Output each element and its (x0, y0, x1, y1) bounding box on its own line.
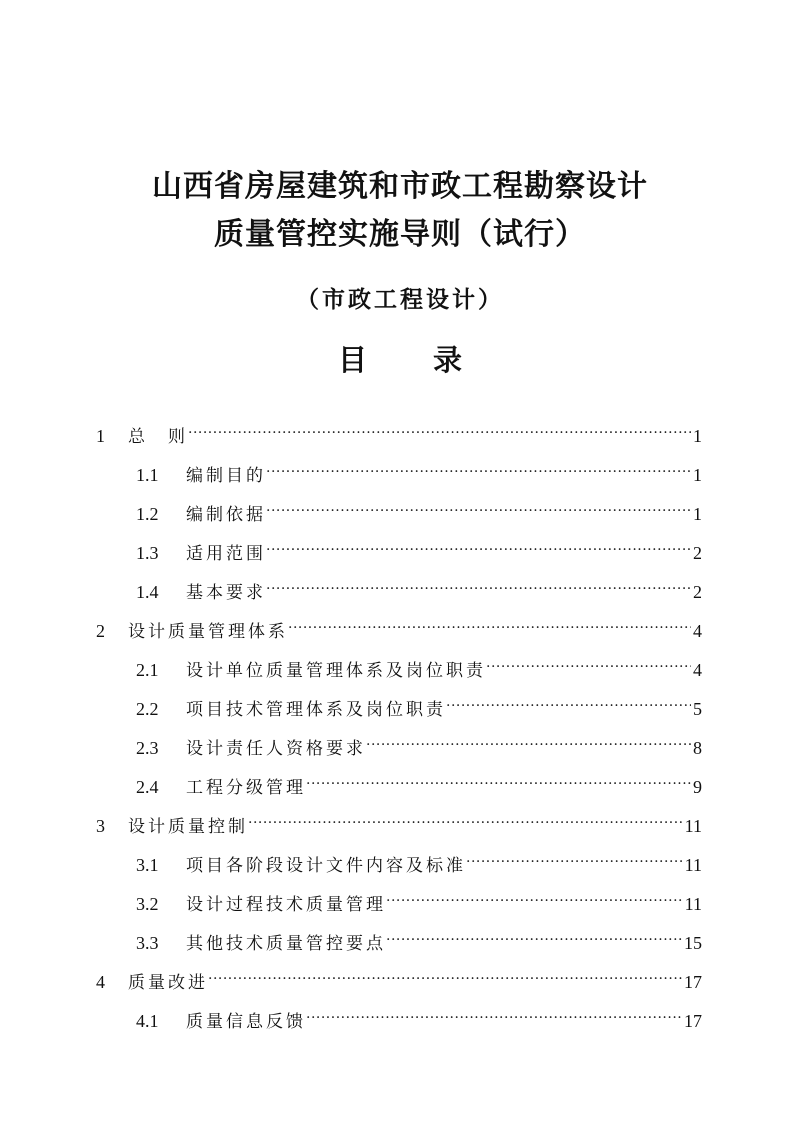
toc-entry-number: 4.1 (136, 1011, 159, 1031)
toc-entry-label: 适用范围 (186, 544, 266, 564)
toc-dot-leader (366, 726, 691, 754)
toc-entry-page: 15 (684, 933, 702, 953)
toc-entry (96, 414, 702, 447)
toc-entry-number: 2.2 (136, 699, 159, 719)
toc-dot-leader (466, 843, 683, 871)
toc-entry-label: 项目各阶段设计文件内容及标准 (186, 856, 466, 876)
toc-dot-leader (288, 609, 691, 637)
toc-entry-page: 1 (693, 465, 702, 485)
toc-entry-page: 11 (684, 855, 702, 875)
toc-entry-page: 8 (693, 738, 702, 758)
toc-entry-page: 9 (693, 777, 702, 797)
toc-dot-leader (486, 648, 691, 676)
toc-entry (136, 570, 702, 603)
toc-entry-label: 基本要求 (186, 583, 266, 603)
toc-entry (136, 687, 702, 720)
toc-entry (96, 960, 702, 993)
toc-entry-number: 2.3 (136, 738, 159, 758)
toc-entry-number: 1 (96, 426, 105, 446)
toc-entry-number: 3 (96, 816, 105, 836)
toc-entry-number: 2.4 (136, 777, 159, 797)
toc-entry-number: 1.2 (136, 504, 159, 524)
toc-entry-number: 1.3 (136, 543, 159, 563)
toc-entry-number: 1.1 (136, 465, 159, 485)
toc-entry-label: 编制依据 (186, 505, 266, 525)
toc-dot-leader (306, 999, 682, 1027)
toc-entry-label: 项目技术管理体系及岗位职责 (186, 700, 446, 720)
toc-dot-leader (266, 453, 691, 481)
toc-dot-leader (266, 531, 691, 559)
toc-entry-label: 设计过程技术质量管理 (186, 895, 386, 915)
toc-entry-label: 设计质量管理体系 (128, 622, 288, 642)
toc-entry-label: 设计质量控制 (128, 817, 248, 837)
toc-entry-label: 其他技术质量管控要点 (186, 934, 386, 954)
toc-entry (136, 648, 702, 681)
toc-entry-page: 11 (684, 894, 702, 914)
toc-entry (136, 765, 702, 798)
toc-dot-leader (248, 804, 683, 832)
toc-entry-label: 总 则 (128, 427, 188, 447)
toc-entry-page: 17 (684, 1011, 702, 1031)
toc-dot-leader (306, 765, 691, 793)
toc-entry-page: 5 (693, 699, 702, 719)
toc-dot-leader (266, 492, 691, 520)
toc-entry-number: 2 (96, 621, 105, 641)
toc-entry (136, 921, 702, 954)
toc-entry-page: 2 (693, 582, 702, 602)
toc-entry (136, 882, 702, 915)
toc-entry-label: 质量信息反馈 (186, 1012, 306, 1032)
toc-heading: 目 录 (337, 343, 491, 377)
toc-entry-page: 4 (693, 660, 702, 680)
toc-entry-page: 17 (684, 972, 702, 992)
toc-entry-label: 质量改进 (128, 973, 208, 993)
toc-dot-leader (188, 414, 691, 442)
toc-entry (96, 609, 702, 642)
toc-entry (96, 804, 702, 837)
toc-entry-label: 编制目的 (186, 466, 266, 486)
toc-entry-page: 1 (693, 504, 702, 524)
toc-dot-leader (386, 921, 682, 949)
toc-dot-leader (208, 960, 682, 988)
toc-entry-number: 4 (96, 972, 105, 992)
toc-entry (136, 492, 702, 525)
document-title-line1: 山西省房屋建筑和市政工程勘察设计 (152, 169, 648, 204)
toc-entry-page: 1 (693, 426, 702, 446)
document-title-line2: 质量管控实施导则（试行） (214, 217, 586, 252)
toc-entry-label: 设计单位质量管理体系及岗位职责 (186, 661, 486, 681)
toc-dot-leader (386, 882, 683, 910)
toc-entry-number: 3.3 (136, 933, 159, 953)
toc-entry-number: 1.4 (136, 582, 159, 602)
toc-dot-leader (446, 687, 691, 715)
toc-entry-label: 工程分级管理 (186, 778, 306, 798)
toc-dot-leader (266, 570, 691, 598)
toc-entry (136, 999, 702, 1032)
toc-entry-label: 设计责任人资格要求 (186, 739, 366, 759)
toc-entry-page: 11 (684, 816, 702, 836)
toc-entry-page: 2 (693, 543, 702, 563)
toc-entry-number: 3.1 (136, 855, 159, 875)
toc-entry-number: 3.2 (136, 894, 159, 914)
toc-entry (136, 726, 702, 759)
toc-entry (136, 453, 702, 486)
toc-entry (136, 843, 702, 876)
toc-entry-page: 4 (693, 621, 702, 641)
document-subtitle: （市政工程设计） (296, 286, 504, 313)
toc-entry (136, 531, 702, 564)
toc-entry-number: 2.1 (136, 660, 159, 680)
